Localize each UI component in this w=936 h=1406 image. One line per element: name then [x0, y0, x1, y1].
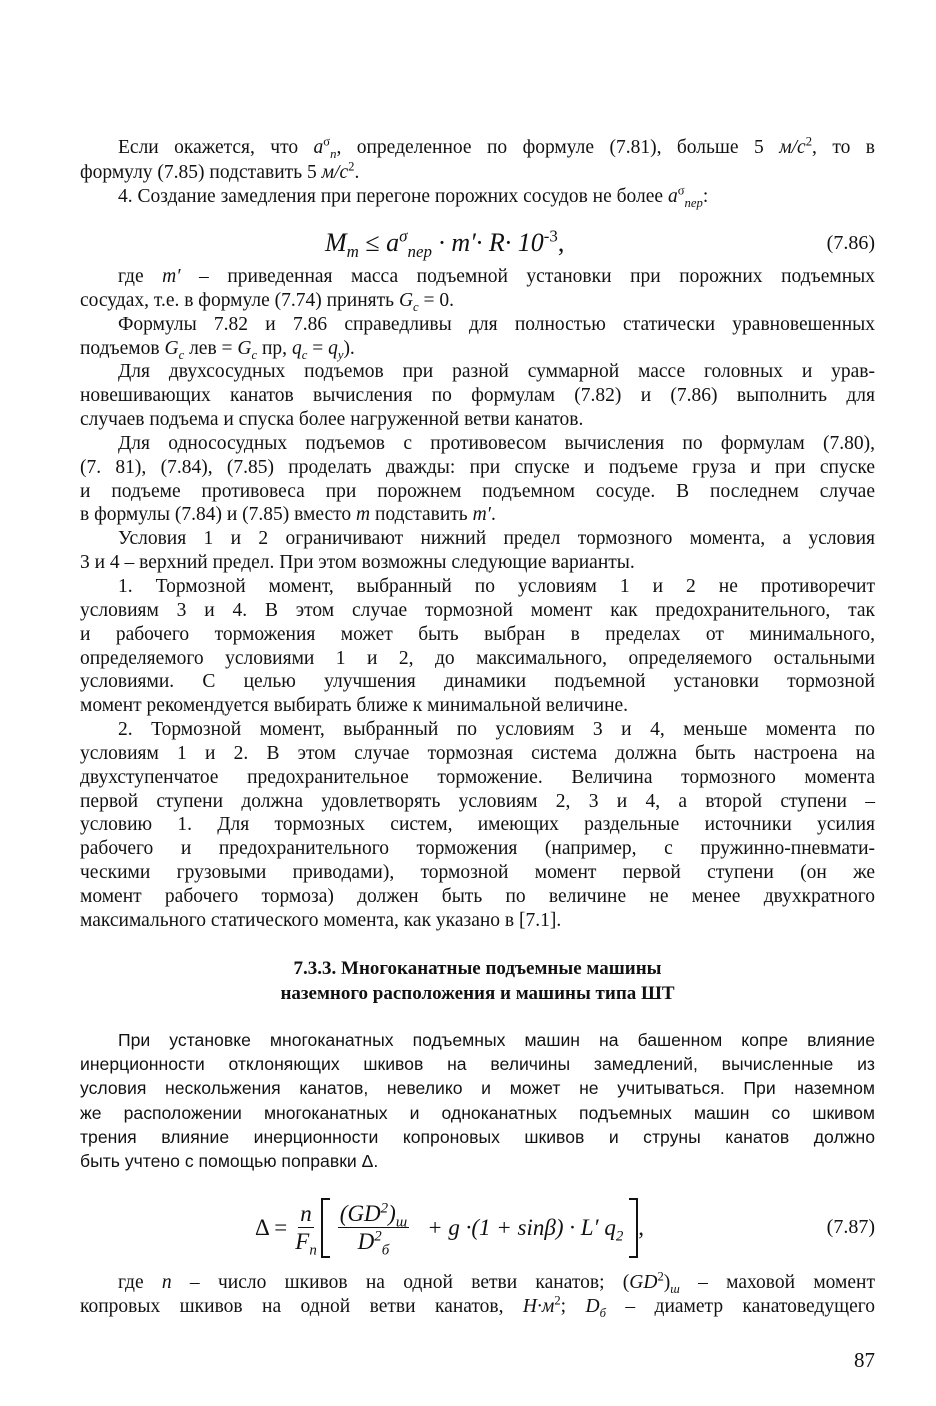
paragraph: [80, 360, 875, 432]
paragraph: [80, 575, 875, 718]
heading-line-1: 7.3.3. Многоканатные подъемные машины: [293, 958, 662, 979]
text-line: Если окажется, что $a^\sigma_п$, определенное по формуле (7.81), больше 5 $м/с^2$, то в: [118, 134, 875, 161]
page-number: 87: [854, 1348, 875, 1372]
text-line: рабочего и предохранительного торможения (например, с пружинно-пневмати-: [80, 838, 875, 860]
text-line: 4. Создание замедления при перегоне порожних сосудов не более $a^\sigma_{пер}$:: [118, 183, 709, 210]
text-line: в формулы (7.84) и (7.85) вместо m подставить m′.: [80, 504, 496, 526]
paragraph: [80, 136, 875, 185]
text-line: условию 1. Для тормозных систем, имеющих раздельные источники усилия: [80, 814, 875, 836]
text-line: условиям 3 и 4. В этом случае тормозной момент как предохранительного, так: [80, 599, 875, 621]
text-line: максимального статического момента, как указано в [7.1].: [80, 909, 562, 931]
formula-7-87: [80, 1196, 875, 1260]
right-bracket: [629, 1198, 638, 1258]
text-line: инерционности отклоняющих шкивов на величины замедлений, вычисленные из: [80, 1054, 875, 1075]
formula-number: (7.86): [826, 232, 875, 254]
text-block-b: [80, 265, 875, 933]
text-line: 3 и 4 – верхний предел. При этом возможны следующие варианты.: [80, 552, 635, 574]
paragraph: [80, 432, 875, 527]
text-line: условиями. С целью улучшения динамики подъемной установки тормозной: [80, 671, 875, 693]
heading-line-2: наземного расположения и машины типа ШТ: [280, 983, 675, 1004]
fraction-n-over-f: $\frac{n}{F_п}$: [295, 1200, 317, 1259]
text-block-a: [80, 136, 875, 210]
text-line: двухступенчатое предохранительное торможение. Величина тормозного момента: [80, 766, 875, 788]
text-line: случаев подъема и спуска более нагруженной ветви канатов.: [80, 409, 584, 431]
text-line: и подъеме противовеса при порожнем подъемном сосуде. В последнем случае: [80, 480, 875, 502]
text-line: определяемого условиями 1 и 2, до максимального, определяемого остальными: [80, 647, 875, 669]
text-line: сосудах, т.е. в формуле (7.74) принять $G_с = 0$.: [80, 289, 455, 314]
fraction-gd2-over-d2: $\frac{(GD^2)_ш}{D^2_б}$: [339, 1199, 408, 1259]
text-line: и рабочего торможения может быть выбран в пределах от минимального,: [80, 623, 875, 645]
paragraph: [80, 265, 875, 313]
text-line: быть учтено с помощью поправки Δ.: [80, 1151, 379, 1172]
text-line: Формулы 7.82 и 7.86 справедливы для полностью статически уравновешенных: [118, 313, 875, 335]
formula-expression: Δ = $\frac{n}{F_п}$ $\frac{(GD^2)_ш}{D^2_б}$ + g ·(1 + sinβ) · L′ $q_2$ ,: [255, 1199, 645, 1259]
text-line: момент рабочего тормоза) должен быть по величине не менее двухкратного: [80, 885, 875, 907]
text-line: же расположении многоканатных и одноканатных подъемных машин со шкивом: [80, 1102, 875, 1123]
text-line: где n – число шкивов на одной ветви канатов; $(GD^2)_ш$ – маховой момент: [118, 1269, 875, 1296]
text-line: где m′ – приведенная масса подъемной установки при порожних подъемных: [118, 266, 875, 287]
section-heading: [80, 956, 875, 1006]
text-line: Условия 1 и 2 ограничивают нижний предел тормозного момента, а условия: [118, 528, 875, 550]
text-line: (7. 81), (7.84), (7.85) проделать дважды: при спуске и подъеме груза и при спуске: [80, 456, 875, 478]
text-line: Для однососудных подъемов с противовесом вычисления по формулам (7.80),: [118, 432, 875, 454]
paragraph: [80, 1028, 875, 1173]
text-line: копровых шкивов на одной ветви канатов, $Н\cdot м^2$; $D_б$ – диаметр канатоведущего: [80, 1293, 876, 1320]
left-bracket: [321, 1198, 330, 1258]
paragraph: [80, 313, 875, 361]
paragraph: [80, 527, 875, 575]
formula-number: (7.87): [826, 1216, 875, 1238]
paragraph: [80, 718, 875, 933]
text-line: подъемов $G_с$ лев = $G_с$ пр, $q_с = q_у$).: [80, 337, 355, 362]
text-line: ческими грузовыми приводами), тормозной момент первой ступени (он же: [80, 862, 875, 884]
text-block-c: [80, 1028, 875, 1173]
text-line: условиям 1 и 2. В этом случае тормозная система должна быть настроена на: [80, 742, 875, 764]
text-line: формулу (7.85) подставить 5 $м/с^2$.: [80, 159, 360, 183]
text-line: 1. Тормозной момент, выбранный по условиям 1 и 2 не противоречит: [118, 575, 875, 597]
text-line: 2. Тормозной момент, выбранный по условиям 3 и 4, меньше момента по: [118, 719, 875, 741]
text-line: первой ступени должна удовлетворять условиям 2, 3 и 4, а второй ступени –: [80, 790, 875, 812]
text-line: условия нескольжения канатов, невелико и может не учитываться. При наземном: [80, 1078, 875, 1099]
formula-expression: $M_т \le a^\sigma_{пер} \cdot m'\cdot R\cdot 10^{-3}$,: [325, 226, 565, 262]
text-line: момент рекомендуется выбирать ближе к минимальной величине.: [80, 695, 629, 717]
text-block-d: [80, 1271, 875, 1319]
paragraph: [80, 1271, 875, 1319]
formula-7-86: [80, 228, 875, 260]
text-line: трения влияние инерционности копроновых шкивов и струны канатов должно: [80, 1126, 875, 1147]
text-line: Для двухсосудных подъемов при разной суммарной массе головных и урав-: [118, 361, 875, 383]
paragraph: [80, 185, 875, 210]
text-line: При установке многоканатных подъемных машин на башенном копре влияние: [118, 1030, 875, 1050]
text-line: новешивающих канатов вычисления по формулам (7.82) и (7.86) выполнить для: [80, 385, 875, 407]
